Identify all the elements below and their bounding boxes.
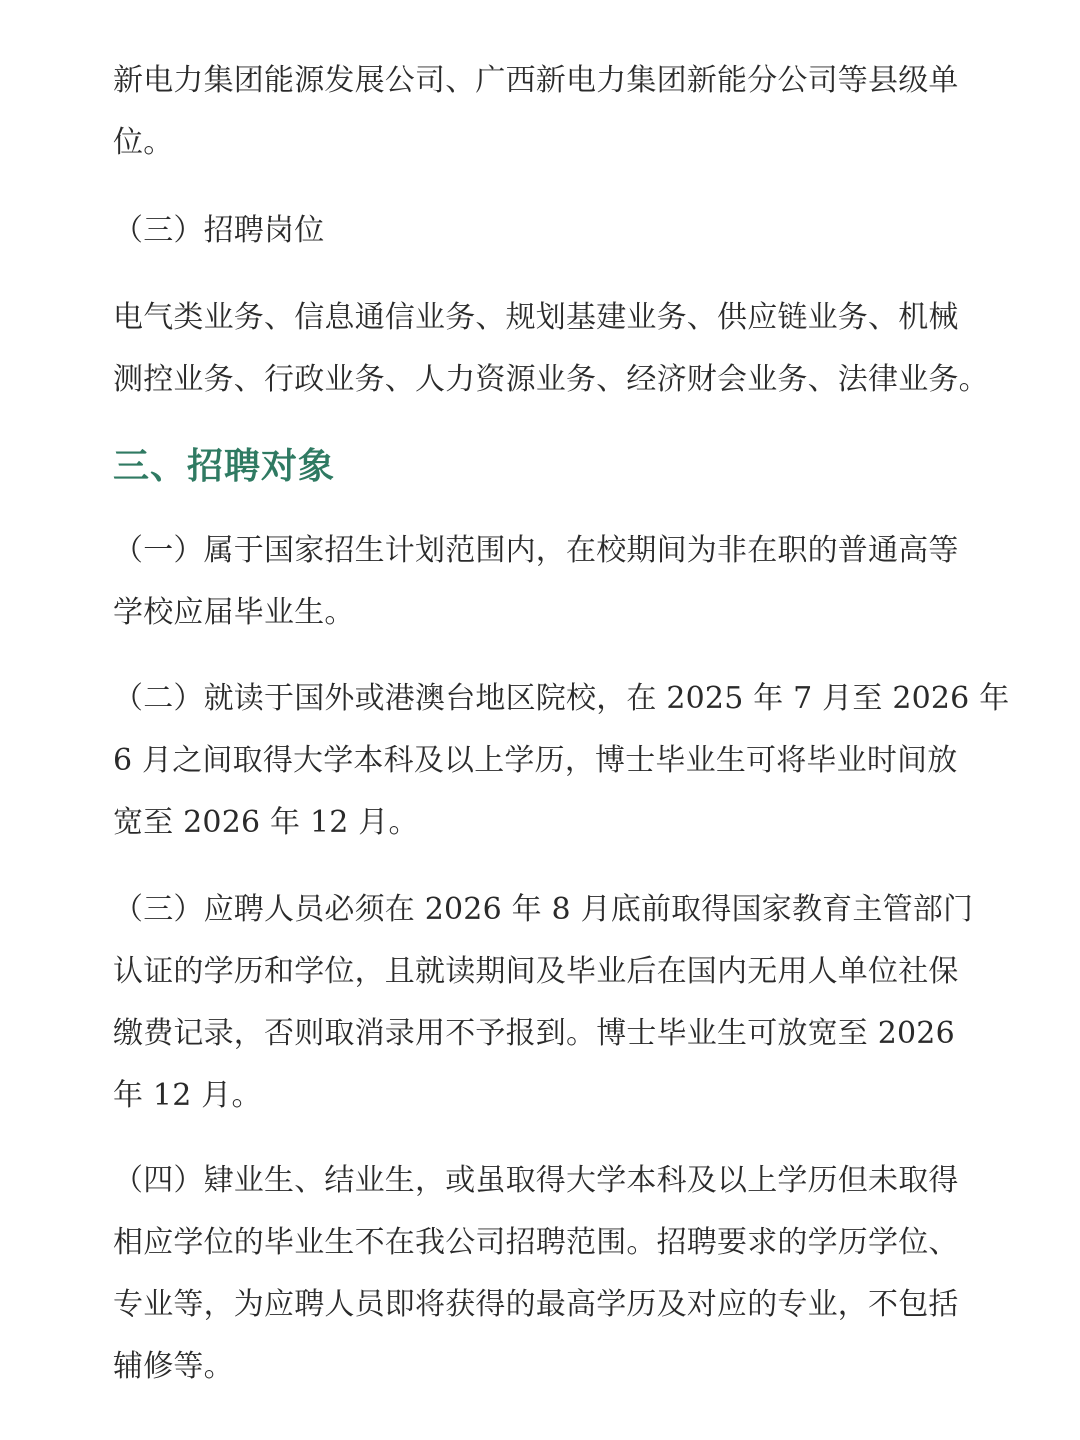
text-line: 6 月之间取得大学本科及以上学历，博士毕业生可将毕业时间放 xyxy=(113,743,958,778)
text-line: （二）就读于国外或港澳台地区院校，在 2025 年 7 月至 2026 年 xyxy=(113,681,1010,716)
paragraph-positions-list xyxy=(113,287,989,411)
subheading-recruitment-positions xyxy=(113,200,943,262)
text-line: （四）肄业生、结业生，或虽取得大学本科及以上学历但未取得 xyxy=(113,1163,959,1198)
text-line: 相应学位的毕业生不在我公司招聘范围。招聘要求的学历学位、 xyxy=(113,1225,959,1260)
text-line: 电气类业务、信息通信业务、规划基建业务、供应链业务、机械 xyxy=(113,300,959,335)
text-line: 年 12 月。 xyxy=(113,1078,262,1113)
text-line: （一）属于国家招生计划范围内，在校期间为非在职的普通高等 xyxy=(113,533,959,568)
item-four xyxy=(113,1150,959,1398)
text-line: 缴费记录，否则取消录用不予报到。博士毕业生可放宽至 2026 xyxy=(113,1016,955,1051)
paragraph-units-continued xyxy=(113,50,959,174)
text-line: 宽至 2026 年 12 月。 xyxy=(113,805,419,840)
item-two xyxy=(113,668,1010,854)
text-line: 学校应届毕业生。 xyxy=(113,595,355,630)
text-line: 测控业务、行政业务、人力资源业务、经济财会业务、法律业务。 xyxy=(113,362,989,397)
text-line: 位。 xyxy=(113,125,174,160)
section-heading-recruitment-targets: 三、招聘对象 xyxy=(113,445,336,487)
item-one xyxy=(113,520,959,644)
text-line: （三）应聘人员必须在 2026 年 8 月底前取得国家教育主管部门 xyxy=(113,892,974,927)
text-line: 专业等，为应聘人员即将获得的最高学历及对应的专业，不包括 xyxy=(113,1287,959,1322)
text-line: 辅修等。 xyxy=(113,1349,234,1384)
text-line: 新电力集团能源发展公司、广西新电力集团新能分公司等县级单 xyxy=(113,63,959,98)
subheading-text: （三）招聘岗位 xyxy=(113,213,325,248)
text-line: 认证的学历和学位，且就读期间及毕业后在国内无用人单位社保 xyxy=(113,954,959,989)
item-three xyxy=(113,879,974,1127)
